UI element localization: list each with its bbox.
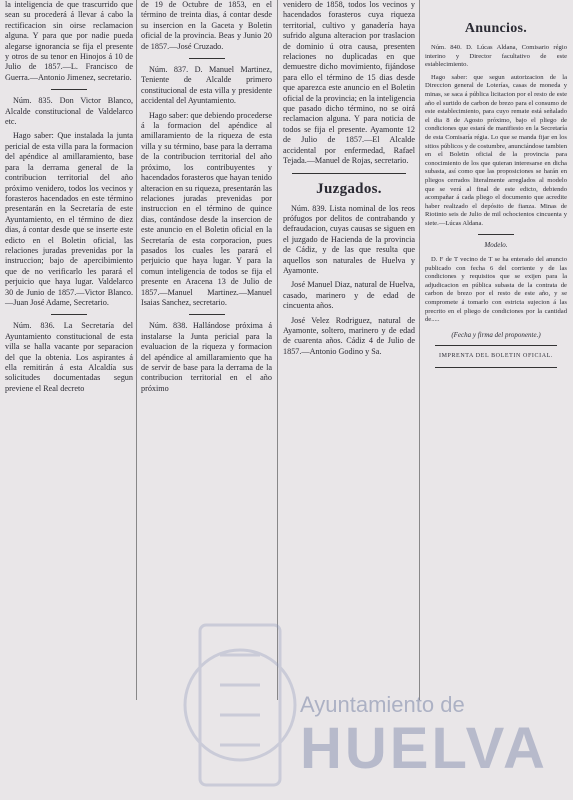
column-3-paragraph-4: José Velez Rodriguez, natural de Ayamonte, soltero, marinero y de edad de cuarenta años. Cádiz 4 de Julio de 1857.—Antonio Godino y Sa. (283, 315, 415, 356)
model-heading: Modelo. (484, 241, 508, 250)
divider (435, 345, 557, 346)
column-1-paragraph-3: Hago saber: Que instalada la junta pericial de esta villa para la formacion del apéndice al amillaramiento, base para la derrama general de la contribucion territorial del año próximo venidero, todos los vecinos y forasteros hacendados en este término presentarán en la Secretaría de este Ayuntamiento, en el término de diez dias, á contar desde que se inserte este edicto en el Boletin oficial, las relaciones juradas prevenidas por la instruccion; bajo de apercibimiento que de no verificarlo les parará el perjuicio que haya lugar. Valdelarco 30 de Junio de 1857.—Victor Blanco.—Juan José Adame, Secretario. (5, 131, 133, 307)
column-2-paragraph-3: Hago saber: que debiendo procederse á la formacion del apéndice al amillaramiento de la riqueza de esta villa y su término, base para la derrama de la contribucion territorial del año próximo, los contribuyentes y hacendados forasteros que hayan tenido alteracion en su riqueza, presentarán las relaciones juradas prevenidas por instruccion en el término de quince dias, contándose desde la insercion de este anuncio en el Boletin oficial en la Secretaría de esta corporacion, pues pasados los cuales les parará el perjuicio que haya lugar. Y para la comun inteligencia de todos se fija el presente en Aracena 13 de Julio de 1857.—Manuel Martinez.—Manuel Isaias Sanchez, secretario. (141, 110, 272, 307)
divider (51, 89, 87, 90)
column-2 (141, 0, 272, 398)
column-separator (277, 0, 278, 700)
divider (292, 173, 406, 174)
column-2-paragraph-2: Núm. 837. D. Manuel Martinez, Teniente de Alcalde primero constitucional de esta villa y presidente accidental del Ayuntamiento. (141, 65, 272, 106)
watermark-city: HUELVA (300, 716, 548, 781)
signature-line: (Fecha y firma del proponente.) (451, 330, 541, 339)
watermark-organization: Ayuntamiento de (300, 692, 465, 717)
column-1 (5, 0, 133, 398)
column-1-paragraph-4: Núm. 836. La Secretaría del Ayuntamiento constitucional de esta villa se halla vacante por separacion del que la obtenia. Los aspirantes á ella remitirán á esta Alcaldía sus solicitudes documentadas segun previene el Real decreto (5, 321, 133, 393)
divider (435, 367, 557, 368)
column-1-paragraph-1: la inteligencia de que trascurrido que sean su procederá á llevar á cabo la rectificacion sin oirse reclamacion alguna. Y para que por nadie pueda alegarse ignorancia se fija el presente y otros de su tenor en Hinojos á 10 de Julio de 1857.—L. Francisco de Guerra.—Antonio Jimenez, secretario. (5, 0, 133, 82)
column-4 (425, 0, 567, 374)
column-4-paragraph-2: Hago saber: que segun autorizacion de la Direccion general de Loterías, casas de moneda y minas, se saca á pública licitacion por el resto de este año el surtido de carbon de brezo para el consumo de este establecimiento, para cuyo remate está señalado el dia 8 de Agosto próximo, bajo el pliego de condiciones que estará de manifiesto en la Secretaría de esta Comisaría régia. Lo que se manda fijar en los sitios públicos y de costumbre, anunciándose tambien en el Boletin oficial de la provincia para conocimiento de los que quieran interesarse en dicha subasta, así como que las proposiciones se harán en pliegos cerrados literalmente arreglados al modelo que se verá al final de este edicto, debiendo acompañar á cada pliego el documento que acredite haber realizado el depósito de fianza. Minas de Riotinto seis de Julio de mil ochocientos cincuenta y siete.—Lúcas Aldana. (425, 73, 567, 227)
section-heading-juzgados: Juzgados. (316, 180, 382, 197)
column-4-paragraph-1: Núm. 840. D. Lúcas Aldana, Comisario régio interino y Director facultativo de este establecimiento. (425, 44, 567, 69)
section-heading-anuncios: Anuncios. (464, 21, 528, 36)
divider (51, 314, 87, 315)
column-1-paragraph-2: Núm. 835. Don Victor Blanco, Alcalde constitucional de Valdelarco etc. (5, 96, 133, 127)
divider (189, 314, 225, 315)
column-2-paragraph-4: Núm. 838. Hallándose próxima á instalarse la Junta pericial para la evaluacion de la riqueza y formacion del apéndice al amillaramiento que ha de servir de base para la derrama de la contribucion territorial en el año próximo (141, 321, 272, 393)
column-2-paragraph-1: de 19 de Octubre de 1853, en el término de treinta dias, á contar desde su insercion en la Gaceta y Boletin oficial de la provincia. Beas y Junio 20 de 1857.—José Cruzado. (141, 0, 272, 51)
divider (189, 58, 225, 59)
column-3-paragraph-2: Núm. 839. Lista nominal de los reos prófugos por delitos de contrabando y defraudacion, cuyas causas se siguen en el juzgado de Hacienda de la provincia de Cádiz, y de las que resulta que aquellos son naturales de Huelva y Ayamonte. (283, 203, 415, 275)
column-3 (283, 0, 415, 361)
column-separator (419, 0, 420, 700)
column-4-paragraph-3: D. F de T vecino de T se ha enterado del anuncio publicado con fecha 6 del corriente y de las condiciones y requisitos que se exijen para la adjudicacion en pública subasta de la contrata de carbon de brezo por el resto de este año, y se compromete á tomarlo con estricta sujecion á las precrito en el pliego de condiciones por la cantidad de..... (425, 256, 567, 324)
column-3-paragraph-3: José Manuel Diaz, natural de Huelva, casado, marinero y de edad de cincuenta años. (283, 280, 415, 311)
column-3-paragraph-1: venidero de 1858, todos los vecinos y hacendados forasteros cuya riqueza territorial, cultivo y ganadería haya sufrido alguna alteracion por traslacion de dominio ú otra causa, presenten relaciones no duplicadas en que demuestre dicho movimiento, fijándose para ello el término de 15 dias desde que aparezca este anuncio en el Boletin oficial de la provincia; en la inteligencia que pasado dicho término, no se oirá reclamacion alguna. Y para noticia de todos se fija el presente. Ayamonte 12 de Julio de 1857.—El Alcalde accidental por enfermedad, Rafael Tejada.—Manuel de Rojas, secretario. (283, 0, 415, 166)
column-separator (136, 0, 137, 700)
printer-imprint: IMPRENTA DEL BOLETIN OFICIAL. (438, 353, 554, 360)
divider (478, 234, 514, 235)
